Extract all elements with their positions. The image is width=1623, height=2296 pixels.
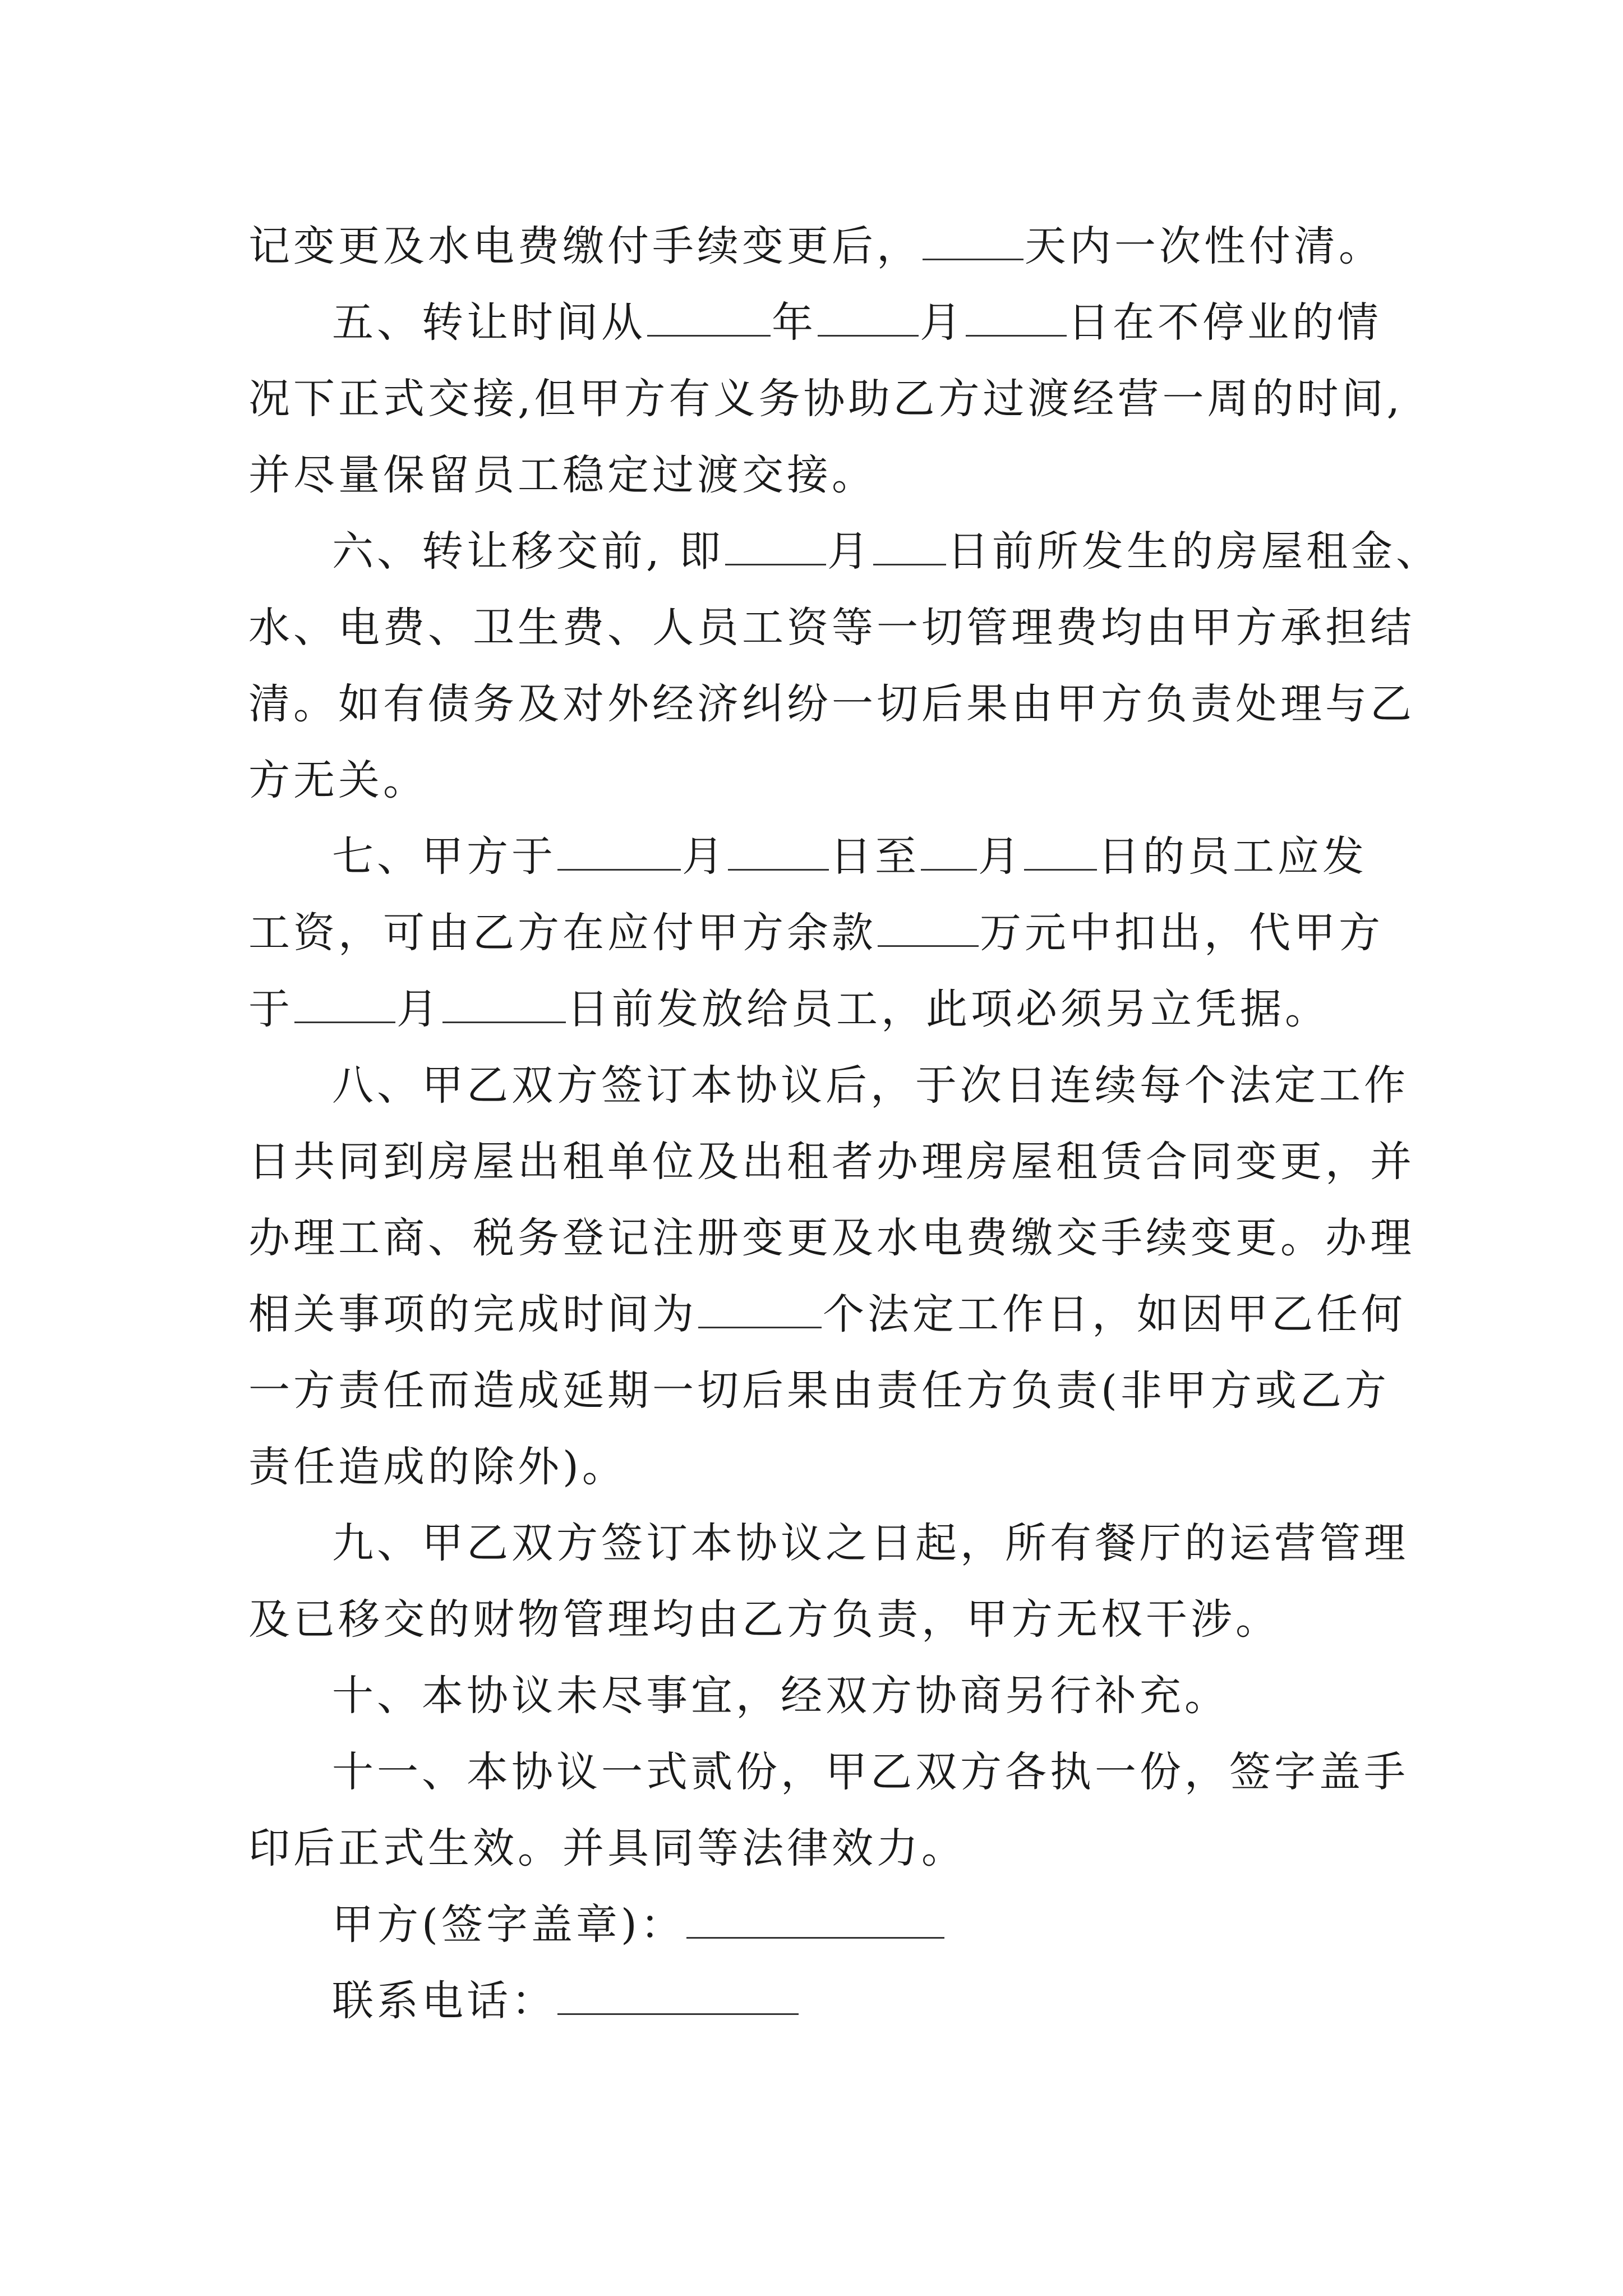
text-segment: 九、甲乙双方签订本协议之日起，所有餐厅的运营管理	[332, 1519, 1409, 1567]
text-segment: 天内一次性付清。	[1025, 222, 1384, 270]
text-line	[248, 1436, 1437, 1498]
text-segment: 六、转让移交前, 即	[332, 527, 725, 576]
fill-blank	[878, 910, 979, 947]
text-line	[248, 368, 1437, 430]
fill-blank	[1024, 834, 1097, 871]
clause-10-line	[332, 1665, 1521, 1727]
text-segment: 日共同到房屋出租单位及出租者办理房屋租赁合同变更，并	[248, 1138, 1415, 1186]
text-line	[248, 215, 1437, 277]
text-segment: 月	[920, 298, 965, 347]
clause-9-line	[332, 1512, 1521, 1574]
text-segment: 日的员工应发	[1098, 832, 1367, 881]
clause-7-line	[332, 826, 1521, 887]
text-segment: 甲方(签字盖章)：	[332, 1901, 685, 1949]
fill-blank	[966, 300, 1067, 337]
fill-blank	[725, 529, 826, 565]
text-line	[248, 444, 1437, 506]
text-line	[248, 1360, 1437, 1421]
text-segment: 一方责任而造成延期一切后果由责任方负责(非甲方或乙方	[248, 1366, 1390, 1415]
text-segment: 七、甲方于	[332, 832, 556, 881]
text-segment: 清。如有债务及对外经济纠纷一切后果由甲方负责处理与乙	[248, 680, 1415, 728]
text-segment: 并尽量保留员工稳定过渡交接。	[248, 451, 877, 499]
text-segment: 责任造成的除外)。	[248, 1443, 627, 1491]
text-segment: 八、甲乙双方签订本协议后，于次日连续每个法定工作	[332, 1061, 1409, 1110]
clause-6-line	[332, 521, 1521, 582]
party-a-signature-line	[332, 1894, 1521, 1955]
text-line	[248, 978, 1437, 1040]
text-segment: 十、本协议未尽事宜，经双方协商另行补充。	[332, 1672, 1229, 1720]
text-line	[248, 1818, 1437, 1879]
text-segment: 个法定工作日，如因甲乙任何	[823, 1290, 1406, 1338]
text-segment: 月	[682, 832, 727, 881]
fill-blank	[294, 987, 395, 1023]
text-segment: 于	[248, 985, 293, 1033]
text-line	[248, 1207, 1437, 1269]
text-segment: 万元中扣出，代甲方	[980, 909, 1384, 957]
text-segment: 方无关。	[248, 756, 428, 804]
text-segment: 印后正式生效。并具同等法律效力。	[248, 1824, 966, 1872]
fill-blank	[698, 1292, 822, 1328]
phone-blank	[557, 1978, 799, 2015]
text-line	[248, 749, 1437, 811]
text-segment: 办理工商、税务登记注册变更及水电费缴交手续变更。办理	[248, 1214, 1415, 1262]
text-segment: 水、电费、卫生费、人员工资等一切管理费均由甲方承担结	[248, 604, 1415, 652]
text-segment: 月	[827, 527, 873, 576]
text-segment: 相关事项的完成时间为	[248, 1290, 697, 1338]
fill-blank	[873, 529, 946, 565]
clause-5-line	[332, 292, 1521, 353]
fill-blank	[818, 300, 919, 337]
fill-blank	[557, 834, 681, 871]
text-segment: 联系电话：	[332, 1977, 556, 2025]
text-line	[248, 1283, 1437, 1345]
fill-blank	[728, 834, 829, 871]
text-line	[248, 1131, 1437, 1193]
text-segment: 月	[396, 985, 441, 1033]
signature-blank	[686, 1902, 944, 1939]
text-line	[248, 673, 1437, 735]
text-segment: 十一、本协议一式贰份，甲乙双方各执一份，签字盖手	[332, 1748, 1409, 1796]
text-line	[248, 1589, 1437, 1650]
text-segment: 记变更及水电费缴付手续变更后，	[248, 222, 921, 270]
fill-blank	[442, 987, 566, 1023]
text-segment: 工资，可由乙方在应付甲方余款	[248, 909, 877, 957]
fill-blank	[923, 224, 1023, 260]
text-segment: 日在不停业的情	[1068, 298, 1382, 347]
text-segment: 年	[772, 298, 817, 347]
clause-8-line	[332, 1055, 1521, 1116]
text-segment: 日至	[830, 832, 920, 881]
text-segment: 日前发放给员工，此项必须另立凭据。	[567, 985, 1330, 1033]
text-segment: 日前所发生的房屋租金、	[947, 527, 1441, 576]
clause-11-line	[332, 1741, 1521, 1803]
text-segment: 月	[978, 832, 1023, 881]
text-line	[248, 902, 1437, 964]
fill-blank	[921, 834, 977, 871]
fill-blank	[647, 300, 771, 337]
text-segment: 及已移交的财物管理均由乙方负责，甲方无权干涉。	[248, 1595, 1280, 1644]
text-segment: 五、转让时间从	[332, 298, 646, 347]
contact-phone-line	[332, 1970, 1521, 2032]
text-segment: 况下正式交接,但甲方有义务协助乙方过渡经营一周的时间,	[248, 375, 1404, 423]
text-line	[248, 597, 1437, 659]
